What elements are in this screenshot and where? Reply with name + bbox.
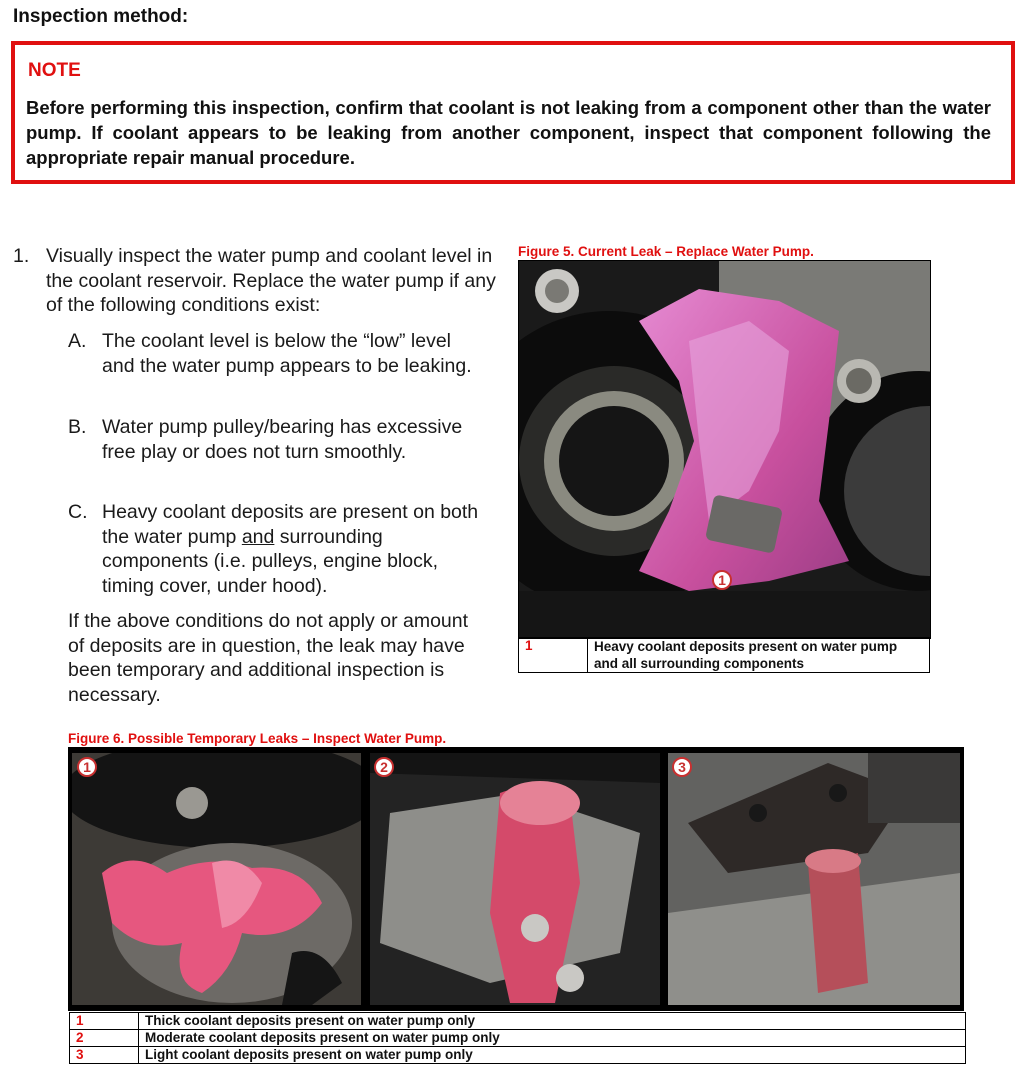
legend-text: Heavy coolant deposits present on water pump and all surrounding components bbox=[588, 638, 930, 673]
figure6-photo-3 bbox=[668, 753, 960, 1005]
figure5-callout-1: 1 bbox=[712, 570, 732, 590]
figure5-caption: Figure 5. Current Leak – Replace Water Pump. bbox=[518, 244, 814, 259]
condition-text-c-underlined: and bbox=[241, 525, 275, 548]
figure6-caption: Figure 6. Possible Temporary Leaks – Inspect Water Pump. bbox=[68, 731, 447, 746]
figure6-callout-2: 2 bbox=[374, 757, 394, 777]
figure6-photo-2 bbox=[370, 753, 660, 1005]
condition-text-b: Water pump pulley/bearing has excessive free play or does not turn smoothly. bbox=[102, 416, 463, 463]
figure6-callout-3: 3 bbox=[672, 757, 692, 777]
table-row bbox=[70, 1013, 966, 1030]
note-title: NOTE bbox=[28, 60, 81, 81]
step-text: Visually inspect the water pump and coolant level in the coolant reservoir. Replace the water pump if any of the following conditions exist: bbox=[46, 245, 496, 316]
thick-deposits-image bbox=[72, 753, 361, 1005]
figure6-callout-1: 1 bbox=[77, 757, 97, 777]
table-row bbox=[70, 1047, 966, 1064]
condition-text-a: The coolant level is below the “low” level and the water pump appears to be leaking. bbox=[102, 330, 472, 377]
condition-letter-a: A. bbox=[68, 330, 87, 352]
figure5-legend bbox=[518, 637, 930, 673]
legend-text: Moderate coolant deposits present on water pump only bbox=[139, 1030, 966, 1047]
figure6-photo-strip bbox=[68, 747, 964, 1011]
legend-text: Light coolant deposits present on water pump only bbox=[139, 1047, 966, 1064]
condition-text-c-end: surrounding components (i.e. pulleys, engine block, timing cover, under hood). bbox=[102, 525, 439, 597]
followup-text: If the above conditions do not apply or amount of deposits are in question, the leak may have been temporary and additional inspection is necessary. bbox=[68, 610, 469, 706]
note-box bbox=[11, 41, 1015, 184]
section-heading: Inspection method: bbox=[13, 6, 189, 27]
light-deposits-image bbox=[668, 753, 960, 1005]
condition-text-c-start: Heavy coolant deposits are present on both the water pump bbox=[102, 501, 479, 548]
table-row bbox=[70, 1030, 966, 1047]
step-number: 1. bbox=[13, 245, 30, 267]
legend-text: Thick coolant deposits present on water pump only bbox=[139, 1013, 966, 1030]
condition-text-c bbox=[102, 500, 482, 598]
figure6-photo-1 bbox=[72, 753, 361, 1005]
moderate-deposits-image bbox=[370, 753, 660, 1005]
figure6-legend bbox=[69, 1012, 966, 1064]
note-body: Before performing this inspection, confirm that coolant is not leaking from a component other than the water pump. If coolant appears to be leaking from another component, inspect that component following the appropriate repair manual procedure. bbox=[26, 97, 991, 168]
legend-number: 2 bbox=[70, 1030, 139, 1047]
legend-number: 1 bbox=[519, 638, 588, 673]
table-row bbox=[519, 638, 930, 673]
condition-letter-c: C. bbox=[68, 501, 88, 523]
legend-number: 3 bbox=[70, 1047, 139, 1064]
condition-letter-b: B. bbox=[68, 416, 87, 438]
legend-number: 1 bbox=[70, 1013, 139, 1030]
